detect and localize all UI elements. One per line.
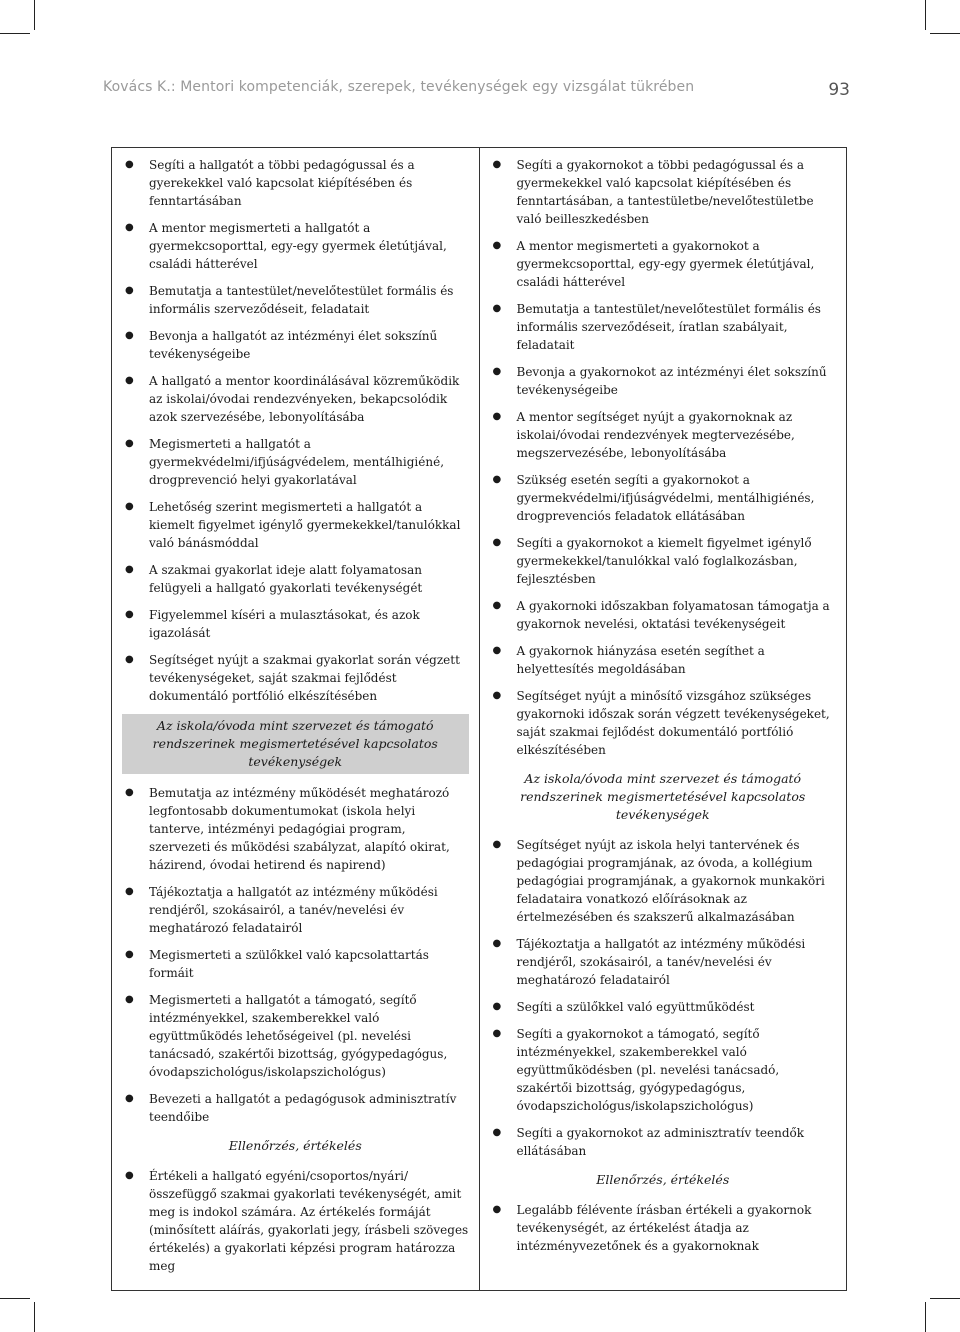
- list-item: ● Bevezeti a hallgatót a pedagógusok adminisztratív teendőibe: [122, 1090, 469, 1126]
- list-item: ● Segíti a gyakornokot a támogató, segítő intézményekkel, szakemberekkel való együttműködésben (pl. nevelési tanácsadó, szakértői bizottság, gyógypedagógus, óvodapszichológus/iskolapszichológus): [490, 1025, 837, 1115]
- list-item: ● Segíti a gyakornokot a többi pedagógussal és a gyermekekkel való kapcsolat kiépítésében és fenntartásában, a tantestületbe/nevelőtestületbe való beilleszkedésben: [490, 156, 837, 228]
- left-section-heading-evaluation: Ellenőrzés, értékelés: [228, 1138, 362, 1153]
- crop-mark: [0, 33, 30, 34]
- crop-mark: [34, 1302, 35, 1332]
- right-section-heading-evaluation: Ellenőrzés, értékelés: [596, 1172, 730, 1187]
- list-item: ● A mentor segítséget nyújt a gyakornoknak az iskolai/óvodai rendezvények megtervezésébe, megszervezésébe, lebonyolításába: [490, 408, 837, 462]
- left-list-c: [122, 1167, 469, 1275]
- list-item: ● A gyakornok hiányzása esetén segíthet a helyettesítés megoldásában: [490, 642, 837, 678]
- list-item: ● Bemutatja a tantestület/nevelőtestület formális és informális szerveződéseit, íratlan szabályait, feladatait: [490, 300, 837, 354]
- left-column: [112, 148, 480, 1291]
- list-item: ● Bemutatja a tantestület/nevelőtestület formális és informális szerveződéseit, feladatait: [122, 282, 469, 318]
- list-item: ● A gyakornoki időszakban folyamatosan támogatja a gyakornok nevelési, oktatási tevékenységeit: [490, 597, 837, 633]
- list-item: ● Megismerteti a hallgatót a támogató, segítő intézményekkel, szakemberekkel való együttműködés lehetőségeivel (pl. nevelési tanácsadó, szakértői bizottság, gyógypedagógus, óvodapszichológus/iskolapszichológus): [122, 991, 469, 1081]
- left-section-heading-organization: Az iskola/óvoda mint szervezet és támogató rendszerinek megismertetésével kapcsolatos tevékenységek: [122, 714, 469, 774]
- list-item: ● A mentor megismerteti a hallgatót a gyermekcsoporttal, egy-egy gyermek életútjával, családi hátterével: [122, 219, 469, 273]
- left-list-a: [122, 156, 469, 705]
- list-item: ● A mentor megismerteti a gyakornokot a gyermekcsoporttal, egy-egy gyermek életútjával, családi hátterével: [490, 237, 837, 291]
- crop-mark: [0, 1298, 30, 1299]
- list-item: ● A hallgató a mentor koordinálásával közreműködik az iskolai/óvodai rendezvényeken, bekapcsolódik azok szervezésébe, lebonyolításába: [122, 372, 469, 426]
- right-column: [479, 148, 847, 1291]
- list-item: ● Segíti a szülőkkel való együttműködést: [490, 998, 837, 1016]
- left-list-b: [122, 784, 469, 1126]
- list-item: ● Megismerteti a szülőkkel való kapcsolattartás formáit: [122, 946, 469, 982]
- page-number: 93: [828, 80, 850, 100]
- list-item: ● Lehetőség szerint megismerteti a hallgatót a kiemelt figyelmet igénylő gyermekekkel/tanulókkal való bánásmóddal: [122, 498, 469, 552]
- list-item: ● Legalább félévente írásban értékeli a gyakornok tevékenységét, az értékelést átadja az intézményvezetőnek és a gyakornoknak: [490, 1201, 837, 1255]
- crop-mark: [930, 33, 960, 34]
- list-item: ● Bevonja a hallgatót az intézményi élet sokszínű tevékenységeibe: [122, 327, 469, 363]
- crop-mark: [925, 0, 926, 30]
- list-item: ● Segítséget nyújt az iskola helyi tantervének és pedagógiai programjának, az óvoda, a kollégium pedagógiai programjának, a gyakornok munkaköri feladataira vonatkozó előírásoknak az értelmezésében és szakszerű alkalmazásában: [490, 836, 837, 926]
- list-item: ● Segítséget nyújt a minősítő vizsgához szükséges gyakornoki időszak során végzett tevékenységeket, saját szakmai fejlődést dokumentáló portfólió elkészítésében: [490, 687, 837, 759]
- crop-mark: [930, 1298, 960, 1299]
- list-item: ● Tájékoztatja a hallgatót az intézmény működési rendjéről, szokásairól, a tanév/nevelési év meghatározó feladatairól: [122, 883, 469, 937]
- right-list-b: [490, 836, 837, 1160]
- list-item: ● Megismerteti a hallgatót a gyermekvédelmi/ifjúságvédelem, mentálhigiéné, drogprevenció helyi gyakorlatával: [122, 435, 469, 489]
- comparison-table: [111, 147, 847, 1291]
- crop-mark: [34, 0, 35, 30]
- list-item: ● Tájékoztatja a hallgatót az intézmény működési rendjéről, szokásairól, a tanév/nevelési év meghatározó feladatairól: [490, 935, 837, 989]
- right-list-c: [490, 1201, 837, 1255]
- list-item: ● Értékeli a hallgató egyéni/csoportos/nyári/összefüggő szakmai gyakorlati tevékenységét, amit meg is indokol számára. Az értékelés formáját (minősített aláírás, gyakorlati jegy, írásbeli szöveges értékelés) a gyakorlati képzési program határozza meg: [122, 1167, 469, 1275]
- list-item: ● Figyelemmel kíséri a mulasztásokat, és azok igazolását: [122, 606, 469, 642]
- list-item: ● A szakmai gyakorlat ideje alatt folyamatosan felügyeli a hallgató gyakorlati tevékenységét: [122, 561, 469, 597]
- running-title: Kovács K.: Mentori kompetenciák, szerepek, tevékenységek egy vizsgálat tükrében: [103, 79, 695, 95]
- list-item: ● Segíti a hallgatót a többi pedagógussal és a gyerekekkel való kapcsolat kiépítésében és fenntartásában: [122, 156, 469, 210]
- right-section-heading-organization: Az iskola/óvoda mint szervezet és támogató rendszerinek megismertetésével kapcsolatos tevékenységek: [520, 771, 806, 822]
- list-item: ● Bemutatja az intézmény működését meghatározó legfontosabb dokumentumokat (iskola helyi tanterve, intézményi pedagógiai program, szervezeti és működési szabályzat, alapító okirat, házirend, óvodai hetirend és napirend): [122, 784, 469, 874]
- right-list-a: [490, 156, 837, 759]
- list-item: ● Segíti a gyakornokot a kiemelt figyelmet igénylő gyermekekkel/tanulókkal való foglalkozásban, fejlesztésben: [490, 534, 837, 588]
- list-item: ● Szükség esetén segíti a gyakornokot a gyermekvédelmi/ifjúságvédelmi, mentálhigiénés, drogprevenciós feladatok ellátásában: [490, 471, 837, 525]
- list-item: ● Segíti a gyakornokot az adminisztratív teendők ellátásában: [490, 1124, 837, 1160]
- list-item: ● Segítséget nyújt a szakmai gyakorlat során végzett tevékenységeket, saját szakmai fejlődést dokumentáló portfólió elkészítésében: [122, 651, 469, 705]
- list-item: ● Bevonja a gyakornokot az intézményi élet sokszínű tevékenységeibe: [490, 363, 837, 399]
- crop-mark: [925, 1302, 926, 1332]
